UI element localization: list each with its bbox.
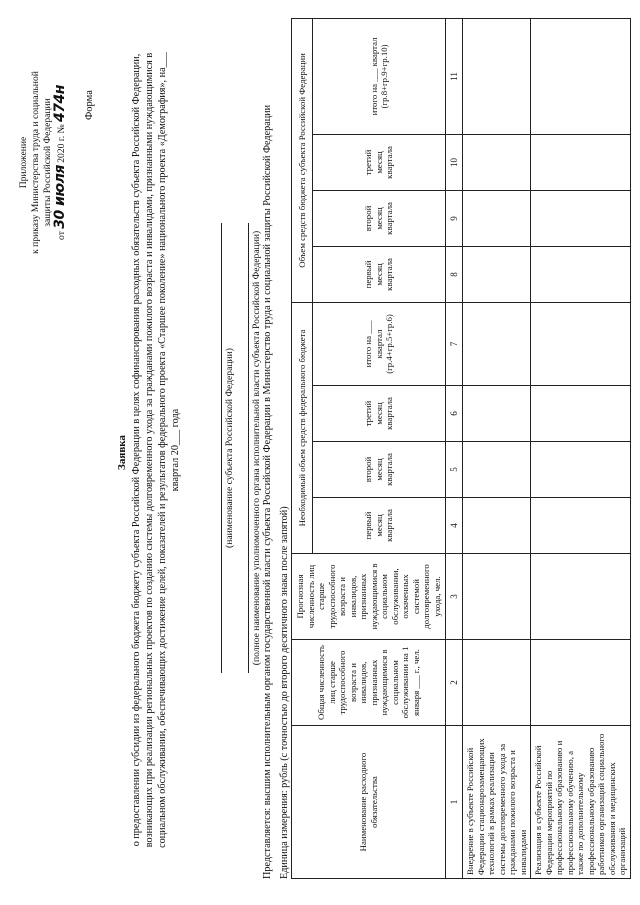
row-1-cell-7[interactable] xyxy=(463,302,531,385)
row-2-cell-8[interactable] xyxy=(531,246,631,302)
col-num-3: 3 xyxy=(446,554,463,640)
row-1-cell-2[interactable] xyxy=(463,640,531,726)
authority-name-line xyxy=(248,223,249,673)
row-2-cell-2[interactable] xyxy=(531,640,631,726)
header-federal-budget: Необходимый объем средств федерального бюджета xyxy=(292,302,313,553)
row-2-cell-5[interactable] xyxy=(531,442,631,498)
document-description: о предоставлении субсидии из федерального бюджета бюджету субъекта Российской Федерации в целях софинансирования расходных обязательств субъекта Российской Федерации, возникающих при реализации региональных проектов по созданию системы долговременного ухода за гражданами пожилого возраста и инвалидами, признанными нуждающимися в социальном обслуживании, обеспечивающих достижение целей, показателей и результатов федерального проекта «Старшее поколение» национального проекта «Демография», на___ квартал 20___ года xyxy=(131,52,181,848)
header-forecast-count: Прогнозная численность лиц старше трудоспособного возраста и инвалидов, признанных нуждающимися в социальном обслуживании, охваченных системой долговременного ухода, чел. xyxy=(292,554,446,640)
table-row xyxy=(531,18,631,878)
row-1-cell-5[interactable] xyxy=(463,442,531,498)
row-2-cell-7[interactable] xyxy=(531,302,631,385)
col-num-6: 6 xyxy=(446,386,463,442)
row-1-cell-6[interactable] xyxy=(463,386,531,442)
date-suffix: 2020 г. № xyxy=(56,124,67,163)
table-row xyxy=(463,18,531,878)
column-numbers-row xyxy=(446,18,463,878)
appendix-date xyxy=(54,40,68,285)
units-line: Единица измерения: рубль (с точностью до второго десятичного знака после запятой) xyxy=(279,506,290,879)
header-total-count: Общая численность лиц старше трудоспособного возраста и инвалидов, признанных нуждающимися в социальном обслуживании на 1 января ___ г., чел. xyxy=(292,640,446,726)
row-1-cell-4[interactable] xyxy=(463,498,531,554)
row-1-cell-9[interactable] xyxy=(463,190,531,246)
col-num-5: 5 xyxy=(446,442,463,498)
row-2-cell-9[interactable] xyxy=(531,190,631,246)
row-2-cell-10[interactable] xyxy=(531,134,631,190)
authority-name-caption: (полное наименование уполномоченного органа исполнительной власти субъекта Российской Федерации) xyxy=(251,230,262,666)
col-num-4: 4 xyxy=(446,498,463,554)
header-subject-total: итого на ___ квартал (гр.8+гр.9+гр.10) xyxy=(313,18,446,134)
header-federal-total: итого на ___ квартал (гр.4+гр.5+гр.6) xyxy=(313,302,446,385)
appendix-line-3: защиты Российской Федерации xyxy=(42,98,53,227)
header-federal-month-3: третий месяц квартала xyxy=(313,386,446,442)
col-num-1: 1 xyxy=(446,726,463,879)
row-2-obligation: Реализация в субъекте Российской Федерации мероприятий по профессиональному образованию и профессиональному обучению, а также по дополнительному профессиональному образованию работников организаций социального обслуживания и медицинских организаций xyxy=(531,726,631,879)
row-2-cell-11[interactable] xyxy=(531,18,631,134)
application-table xyxy=(291,18,631,879)
col-num-7: 7 xyxy=(446,302,463,385)
row-1-cell-3[interactable] xyxy=(463,554,531,640)
row-1-cell-11[interactable] xyxy=(463,18,531,134)
submitted-by-line: Представляется: высшим исполнительным органом государственной власти субъекта Российской Федерации в Министерство труда и социальной защиты Российской Федерации xyxy=(262,104,273,879)
row-2-cell-6[interactable] xyxy=(531,386,631,442)
header-expense-obligation: Наименование расходного обязательства xyxy=(292,726,446,879)
col-num-2: 2 xyxy=(446,640,463,726)
document-title: Заявка xyxy=(116,435,128,470)
appendix-block xyxy=(18,40,68,285)
row-1-obligation: Внедрение в субъекте Российской Федерации стационарозамещающих технологий в рамках реализации системы долговременного ухода за гражданами пожилого возраста и инвалидами xyxy=(463,726,531,879)
row-1-cell-8[interactable] xyxy=(463,246,531,302)
row-2-cell-4[interactable] xyxy=(531,498,631,554)
row-2-cell-3[interactable] xyxy=(531,554,631,640)
header-row-1 xyxy=(292,18,313,878)
handwritten-date: 30 июля xyxy=(52,165,68,229)
header-subject-month-2: второй месяц квартала xyxy=(313,190,446,246)
subject-name-line xyxy=(221,223,222,673)
header-subject-budget: Объем средств бюджета субъекта Российской Федерации xyxy=(292,18,313,302)
appendix-line-1: Приложение xyxy=(18,136,29,189)
date-prefix: от xyxy=(56,231,67,240)
header-federal-month-1: первый месяц квартала xyxy=(313,498,446,554)
header-subject-month-1: первый месяц квартала xyxy=(313,246,446,302)
handwritten-number: 474н xyxy=(52,85,68,122)
col-num-11: 11 xyxy=(446,18,463,134)
subject-name-caption: (наименование субъекта Российской Федерации) xyxy=(224,348,235,548)
form-label: Форма xyxy=(84,90,95,120)
header-federal-month-2: второй месяц квартала xyxy=(313,442,446,498)
row-1-cell-10[interactable] xyxy=(463,134,531,190)
col-num-10: 10 xyxy=(446,134,463,190)
col-num-8: 8 xyxy=(446,246,463,302)
col-num-9: 9 xyxy=(446,190,463,246)
header-subject-month-3: третий месяц квартала xyxy=(313,134,446,190)
appendix-line-2: к приказу Министерства труда и социальной xyxy=(30,71,41,254)
